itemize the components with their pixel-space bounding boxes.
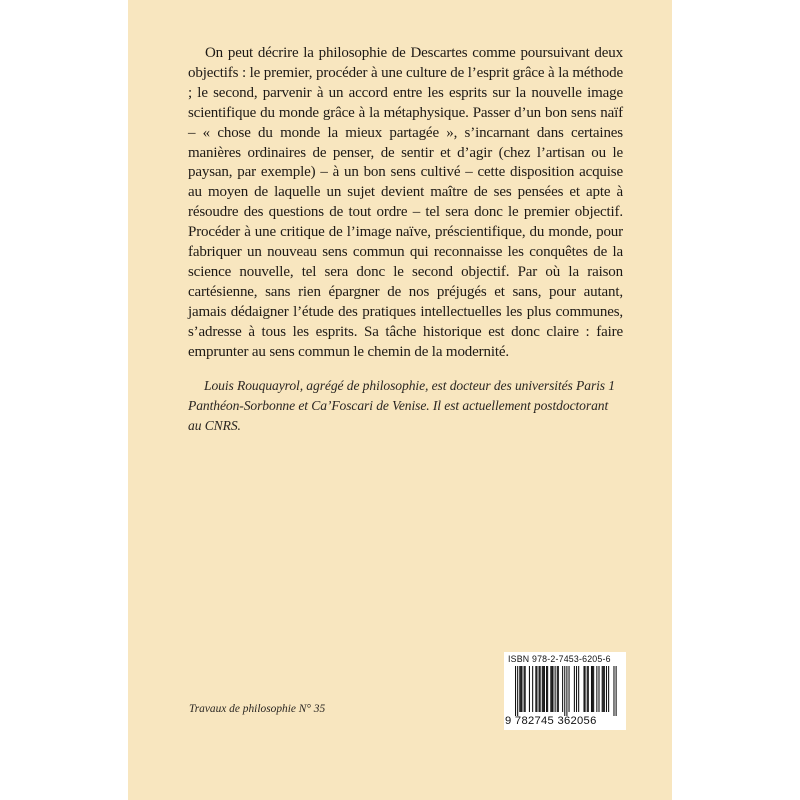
barcode-bar: [521, 666, 522, 712]
barcode-bar: [542, 666, 543, 712]
barcode-bar: [583, 666, 584, 712]
barcode-bar: [574, 666, 575, 712]
blurb-text: On peut décrire la philosophie de Descartes comme poursuivant deux objectifs : le premier, procéder à une culture de l’esprit grâce à la méthode ; le second, parvenir à un accord entre les esprits sur la nouvelle image scientifique du monde grâce à la métaphysique. Passer d’un bon sens naïf – « chose du monde la mieux partagée », s’incarnant dans certaines manières ordinaires de penser, de sentir et d’agir (chez l’artisan ou le paysan, par exemple) – à un bon sens cultivé – cette disposition acquise au moyen de laquelle un sujet devient maître de ses pensées et apte à résoudre des questions de tout ordre – tel sera donc le premier objectif. Procéder à une critique de l’image naïve, préscientifique, du monde, pour fabriquer un nouveau sens commun qui reconnaisse les conquêtes de la science nouvelle, tel sera donc le second objectif. Par où la raison cartésienne, sans rien épargner de nos préjugés et sans, pour autant, jamais dédaigner l’étude des pratiques intellectuelles les plus communes, s’adresse à tous les esprits. Sa tâche historique est donc claire : faire emprunter au sens commun le chemin de la modernité.: [188, 45, 623, 360]
barcode-bar: [569, 666, 570, 712]
barcode-bar: [602, 666, 603, 712]
barcode-bar: [596, 666, 597, 712]
barcode-bar: [540, 666, 541, 712]
barcode-bar: [543, 666, 544, 712]
barcode-bar: [603, 666, 604, 712]
barcode-bar: [529, 666, 530, 712]
barcode-bar: [587, 666, 588, 712]
series-label: Travaux de philosophie N° 35: [189, 703, 326, 715]
barcode-bar: [551, 666, 552, 712]
barcode-bar: [520, 666, 521, 712]
barcode-bar: [606, 666, 607, 712]
ean-digits: 9 782745 362056: [505, 715, 597, 727]
barcode-bar: [608, 666, 609, 712]
barcode-bar: [585, 666, 586, 712]
barcode-bar: [592, 666, 593, 712]
barcode-bar: [576, 666, 577, 712]
barcode-bar: [598, 666, 599, 712]
barcode-bar: [519, 666, 520, 712]
barcode-bar: [588, 666, 589, 712]
back-cover: [128, 0, 672, 800]
barcode-bar: [562, 666, 563, 712]
barcode-bar: [539, 666, 540, 712]
barcode-bar: [532, 666, 533, 712]
barcode-bar: [616, 666, 617, 716]
author-bio: Louis Rouquayrol, agrégé de philosophie, est docteur des universités Paris 1 Panthéon-Sorbonne et Ca’Foscari de Venise. Il est actuellement postdoctorant au CNRS.: [188, 378, 615, 433]
barcode-bar: [566, 666, 567, 716]
barcode-bar: [544, 666, 545, 712]
barcode-bars: [515, 666, 617, 716]
barcode-bar: [591, 666, 592, 712]
barcode-bar: [604, 666, 605, 712]
barcode-bar: [593, 666, 594, 712]
barcode-bar: [525, 666, 526, 712]
isbn-label: ISBN 978-2-7453-6205-6: [508, 654, 611, 664]
barcode-bar: [536, 666, 537, 712]
barcode-bar: [557, 666, 558, 712]
barcode-bar: [550, 666, 551, 712]
barcode-bar: [578, 666, 579, 712]
barcode-bar: [613, 666, 614, 716]
barcode-bar: [515, 666, 516, 716]
barcode-bar: [564, 666, 565, 716]
barcode-bar: [546, 666, 547, 712]
barcode-bar: [555, 666, 556, 712]
barcode-bar: [517, 666, 518, 716]
barcode: [504, 652, 626, 730]
barcode-bar: [524, 666, 525, 712]
barcode-bar: [558, 666, 559, 712]
barcode-bar: [552, 666, 553, 712]
barcode-bar: [547, 666, 548, 712]
barcode-bar: [535, 666, 536, 712]
